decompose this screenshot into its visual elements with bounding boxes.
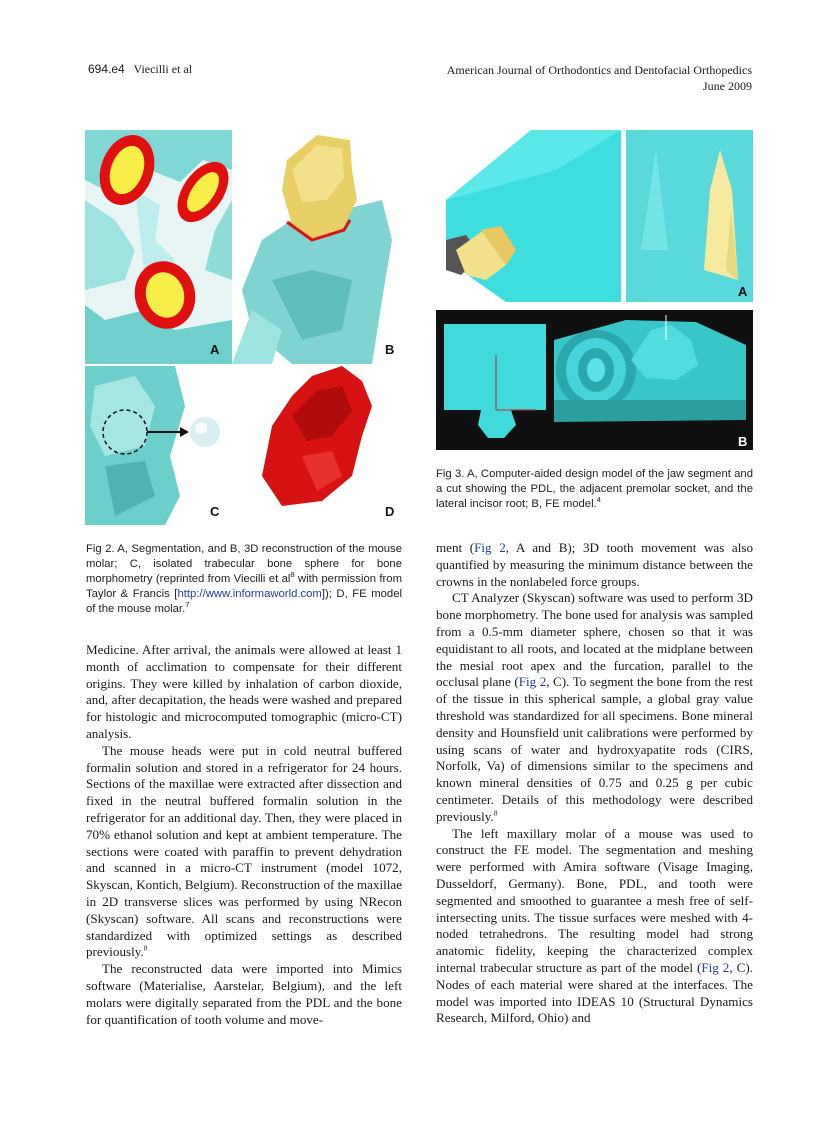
fig2-panel-b [232, 130, 405, 364]
right-paragraph-2: CT Analyzer (Skyscan) software was used to perform 3D bone morphometry. The bone used for analysis was sampled from a 0.5-mm diameter sphere, chosen so that it was equidistant to all roots, and located at the midplane between the mesial root apex and the furcation, parallel to the occlusal plane (Fig 2, C). To segment the bone from the rest of the tissue in this spherical sample, a global gray value threshold was standardized for all specimens. Bone mineral density and Hounsfield unit calibrations were performed by using scans of water and hydroxyapatite rods (CIRS, Norfolk, Va) of dimensions similar to the specimens and known mineral densities of 0.75 and 0.25 g per cubic centimeter. Details of this methodology were described previously.$^8$ [436, 590, 753, 824]
left-column-text [86, 642, 402, 1028]
fig2-panel-d-image [232, 366, 405, 525]
fig3-panel-b-image [436, 310, 753, 450]
fig2-panel-a [85, 130, 232, 364]
fig3-label-b: B [738, 434, 748, 449]
right-paragraph-1: ment (Fig 2, A and B); 3D tooth movement was also quantified by measuring the minimum distance between the crowns in the nonlabeled force groups. [436, 540, 753, 589]
left-paragraph-1: Medicine. After arrival, the animals were allowed at least 1 month of acclimation to compensate for their different origins. They were killed by inhalation of carbon dioxide, and, after decapitation, the heads were washed and prepared for histologic and microcomputed tomographic (micro-CT) analysis. [86, 642, 402, 741]
fig2-reference-link[interactable]: Fig 2 [474, 540, 506, 555]
fig2-panel-a-image [85, 130, 232, 364]
fig2-label-d: D [385, 504, 395, 519]
fig3-panel-b [436, 310, 753, 450]
fig2-label-b: B [385, 342, 395, 357]
right-paragraph-3: The left maxillary molar of a mouse was used to construct the FE model. The segmentation and meshing were performed with Amira software (Visage Imaging, Dusseldorf, Germany). Bone, PDL, and tooth were segmented and smoothed to guarantee a mesh free of self-intersecting units. The tissue surfaces were meshed with 4-noded tetrahedrons. The resulting model had strong anatomic fidelity, keeping the characterized complex internal trabecular structure as part of the model (Fig 2, C). Nodes of each material were shared at the interfaces. The model was imported into IDEAS 10 (Structural Dynamics Research, Milford, Ohio) and [436, 825, 753, 1026]
fig3-label-a: A [738, 284, 748, 299]
fig3-caption: Fig 3. A, Computer-aided design model of the jaw segment and a cut showing the PDL, the adjacent premolar socket, and the lateral incisor root; B, FE model.$^4$ [436, 468, 753, 510]
left-paragraph-3: The reconstructed data were imported into Mimics software (Materialise, Aarstelar, Belgium), and the left molars were digitally separated from the PDL and the bone for quantification of tooth volume and move- [86, 961, 402, 1027]
fig2-reference-link[interactable]: Fig 2 [518, 674, 547, 690]
fig3-panel-a [436, 130, 753, 302]
running-header-right [447, 62, 752, 94]
left-paragraph-2: The mouse heads were put in cold neutral buffered formalin solution and stored in a refrigerator for 24 hours. Sections of the maxillae were extracted after dissection and fixed in the neutral buffered formalin solution in the refrigerator for an additional day. Then, they were placed in 70% ethanol solution and kept at ambient temperature. The sections were coated with paraffin to prevent dehydration and scanned in a micro-CT instrument (model 1072, Skyscan, Kontich, Belgium). Reconstruction of the maxillae in 2D transverse slices was performed by using NRecon (Skyscan) software. All scans and reconstructions were standardized with optimized settings as described previously.$^8$ [86, 742, 403, 960]
fig2-reference-link[interactable]: Fig 2 [701, 959, 730, 975]
fig2-panel-d [232, 366, 405, 525]
fig2-label-a: A [210, 342, 220, 357]
fig3-panel-a-image [436, 130, 753, 302]
running-header-left [88, 62, 192, 77]
page-number: 694.e4 [88, 62, 125, 76]
author-line: Viecilli et al [133, 62, 193, 76]
fig2-caption: Fig 2. A, Segmentation, and B, 3D reconstruction of the mouse molar; C, isolated trabecular bone sphere for bone morphometry (reprinted from Viecilli et $al^8$ with permission from Taylor & Francis [http://www.informaworld.com]); D, FE model of the mouse molar.$^7$ [86, 543, 402, 615]
fig2-label-c: C [210, 504, 220, 519]
issue-date: June 2009 [703, 79, 752, 93]
right-column-text [436, 540, 753, 1027]
fig2-panel-b-image [232, 130, 405, 364]
journal-title: American Journal of Orthodontics and Dentofacial Orthopedics [446, 63, 752, 77]
informaworld-link[interactable]: http://www.informaworld.com [177, 588, 322, 600]
fig2-panel-c-image [85, 366, 232, 525]
fig2-panel-c [85, 366, 232, 525]
